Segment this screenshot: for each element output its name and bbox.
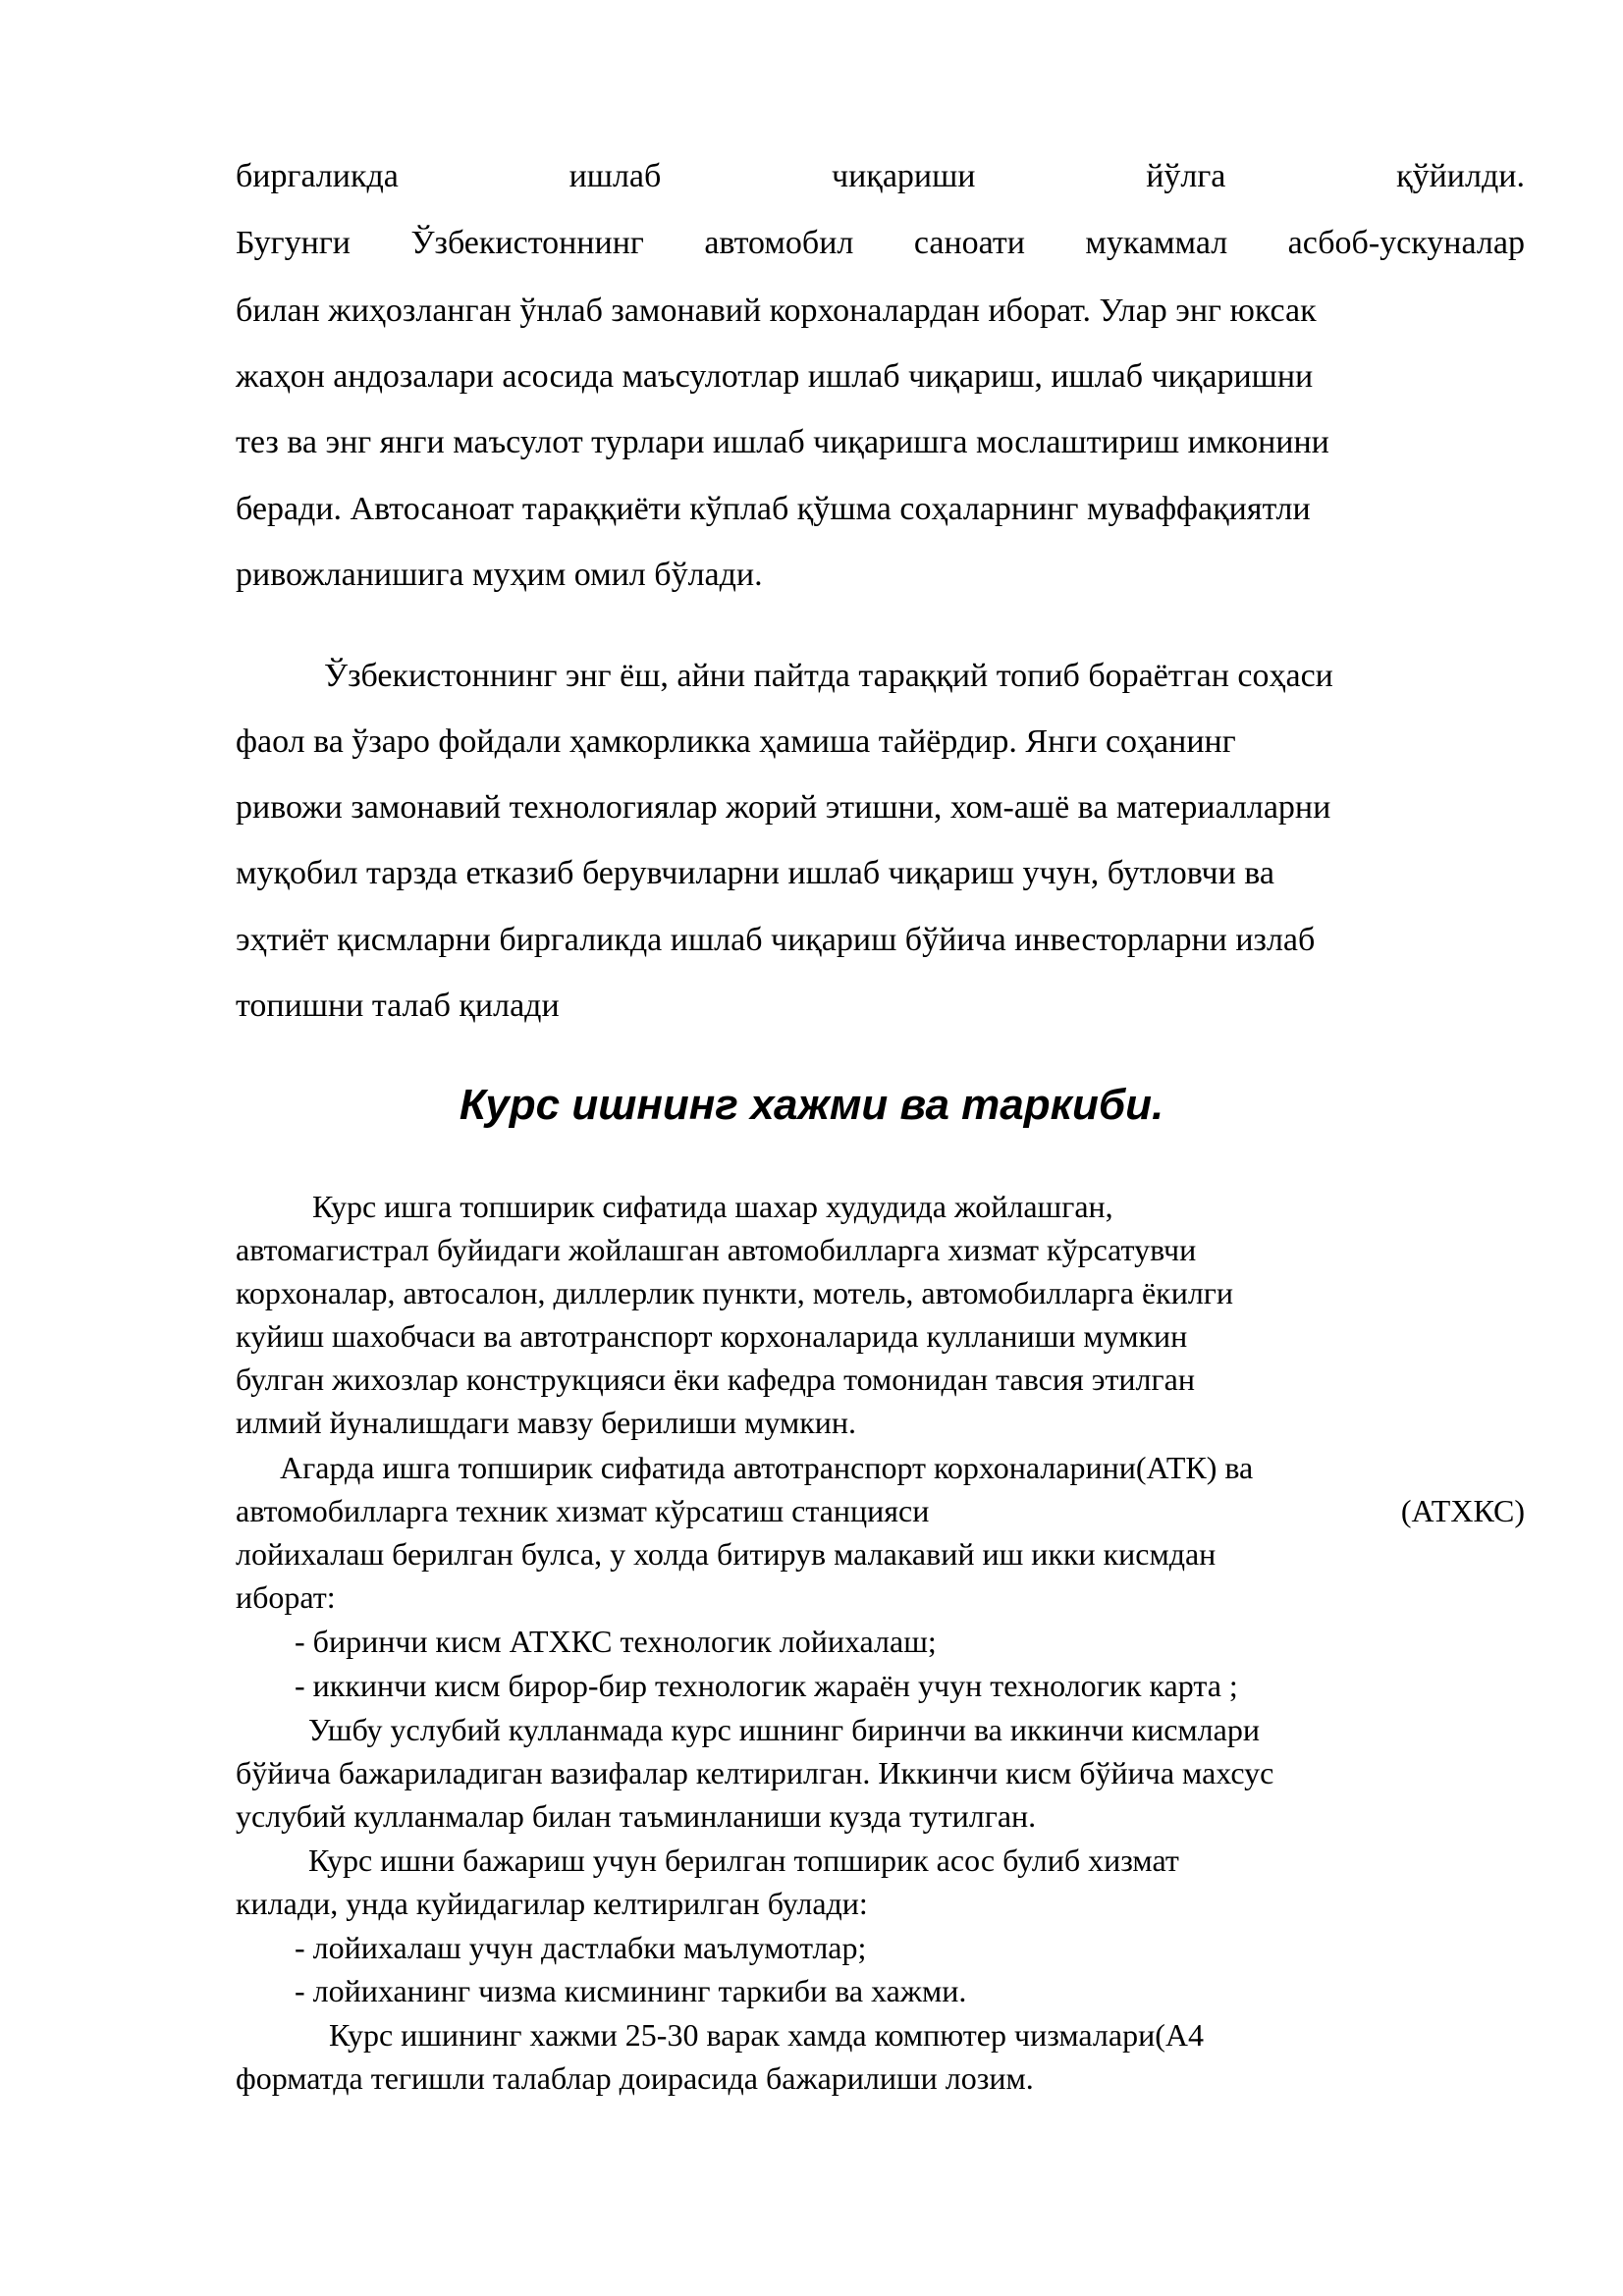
- line-text: ривожи замонавий технологиялар жорий этишни, хом-ашё ва материалларни: [236, 789, 1331, 826]
- paragraph-2-line: [236, 788, 1525, 828]
- list-item: [295, 1971, 1525, 2010]
- line-text: автомобилларга техник хизмат кўрсатиш станцияси: [236, 1493, 930, 1528]
- section-line: [236, 1230, 1525, 1269]
- list-item: [295, 1928, 1525, 1967]
- word: саноати: [913, 225, 1025, 261]
- line-text: - лойиханинг чизма кисмининг таркиби ва хажми.: [295, 1973, 967, 2008]
- section-heading: Курс ишнинг хажми ва таркиби.: [459, 1081, 1164, 1129]
- section-line: [236, 1796, 1525, 1836]
- word: чиқариши: [832, 158, 976, 194]
- line-text: форматда тегишли талаблар доирасида бажарилиши лозим.: [236, 2060, 1034, 2096]
- line-text: - иккинчи кисм бирор-бир технологик жараён учун технологик карта ;: [295, 1668, 1238, 1703]
- section-line: [280, 1448, 1525, 1487]
- line-text: топишни талаб қилади: [236, 988, 560, 1024]
- word: йўлга: [1146, 158, 1226, 194]
- line-text: эҳтиёт қисмларни биргаликда ишлаб чиқариш бўйича инвесторларни излаб: [236, 922, 1316, 958]
- section-line: [308, 1710, 1525, 1749]
- section-line: [308, 1841, 1525, 1880]
- section-line: [236, 1273, 1525, 1312]
- section-line: [329, 2015, 1525, 2055]
- section-line: [236, 1491, 1525, 1530]
- line-text: Ушбу услубий кулланмада курс ишнинг биринчи ва иккинчи кисмлари: [308, 1712, 1260, 1747]
- line-text: Курс ишининг хажми 25-30 варак хамда компютер чизмалари(А4: [329, 2017, 1204, 2053]
- section-line: [236, 1316, 1525, 1356]
- line-text: услубий кулланмалар билан таъминланиши кузда тутилган.: [236, 1798, 1037, 1834]
- line-text: Курс ишни бажариш учун берилган топширик асос булиб хизмат: [308, 1842, 1179, 1878]
- paragraph-1-line: [236, 556, 1525, 595]
- paragraph-2-line: [236, 921, 1525, 960]
- line-text: иборат:: [236, 1579, 336, 1615]
- paragraph-2-line: [236, 854, 1525, 893]
- line-text: ривожланишига муҳим омил бўлади.: [236, 557, 763, 593]
- list-item: [295, 1622, 1525, 1661]
- paragraph-2-line: [236, 722, 1525, 762]
- line-text: беради. Автосаноат тараққиёти кўплаб қўшма соҳаларнинг муваффақиятли: [236, 491, 1311, 527]
- section-line: [236, 1360, 1525, 1399]
- word: биргаликда: [236, 158, 399, 194]
- section-line: [236, 1577, 1525, 1617]
- line-text: бўйича бажариладиган вазифалар келтирилган. Иккинчи кисм бўйича махсус: [236, 1755, 1274, 1790]
- line-text: илмий йуналишдаги мавзу берилиши мумкин.: [236, 1405, 857, 1440]
- section-line: [236, 2058, 1525, 2098]
- paragraph-1-line: [236, 490, 1525, 529]
- line-text: булган жихозлар конструкцияси ёки кафедра томонидан тавсия этилган: [236, 1362, 1195, 1397]
- section-line: [312, 1187, 1525, 1226]
- line-text: фаол ва ўзаро фойдали ҳамкорликка ҳамиша тайёрдир. Янги соҳанинг: [236, 723, 1236, 760]
- section-line: [236, 1534, 1525, 1574]
- line-text: лойихалаш берилган булса, у холда битирув малакавий иш икки кисмдан: [236, 1536, 1217, 1572]
- paragraph-1-line: [236, 224, 1525, 263]
- word: қўйилди.: [1396, 158, 1525, 194]
- line-text: килади, унда куйидагилар келтирилган булади:: [236, 1886, 868, 1921]
- section-line: [236, 1753, 1525, 1792]
- list-item: [295, 1666, 1525, 1705]
- line-text: муқобил тарзда етказиб берувчиларни ишлаб чиқариш учун, бутловчи ва: [236, 855, 1274, 891]
- line-text: тез ва энг янги маъсулот турлари ишлаб чиқаришга мослаштириш имконини: [236, 424, 1329, 460]
- paragraph-1-line: [236, 292, 1525, 331]
- line-text: корхоналар, автосалон, диллерлик пункти, мотель, автомобилларга ёкилги: [236, 1275, 1234, 1310]
- line-text: автомагистрал буйидаги жойлашган автомобилларга хизмат кўрсатувчи: [236, 1232, 1197, 1267]
- line-text: Курс ишга топширик сифатида шахар худудида жойлашган,: [312, 1189, 1113, 1224]
- section-line: [236, 1884, 1525, 1923]
- line-text: - биринчи кисм АТХКС технологик лойихалаш;: [295, 1624, 937, 1659]
- line-text: Агарда ишга топширик сифатида автотранспорт корхоналарини(АТК) ва: [280, 1450, 1254, 1485]
- line-text: жаҳон андозалари асосида маъсулотлар ишлаб чиқариш, ишлаб чиқаришни: [236, 358, 1314, 395]
- word: автомобил: [704, 225, 854, 261]
- section-line: [236, 1403, 1525, 1442]
- word: Бугунги: [236, 225, 351, 261]
- paragraph-2-line: [236, 987, 1525, 1026]
- word: Ўзбекистоннинг: [410, 225, 644, 261]
- line-text: билан жиҳозланган ўнлаб замонавий корхоналардан иборат. Улар энг юксак: [236, 293, 1317, 329]
- paragraph-1-line: [236, 423, 1525, 462]
- paragraph-1-line-1: [236, 157, 1525, 196]
- line-text: Ўзбекистоннинг энг ёш, айни пайтда тараққий топиб бораётган соҳаси: [324, 658, 1333, 694]
- paragraph-1-line: [236, 357, 1525, 397]
- word: асбоб-ускуналар: [1287, 225, 1525, 261]
- word: мукаммал: [1085, 225, 1228, 261]
- line-text: куйиш шахобчаси ва автотранспорт корхоналарида кулланиши мумкин: [236, 1318, 1188, 1354]
- word: ишлаб: [568, 158, 662, 194]
- paragraph-2-line: [324, 657, 1525, 696]
- line-text: - лойихалаш учун дастлабки маълумотлар;: [295, 1930, 867, 1965]
- line-text: (АТХКС): [1400, 1493, 1525, 1528]
